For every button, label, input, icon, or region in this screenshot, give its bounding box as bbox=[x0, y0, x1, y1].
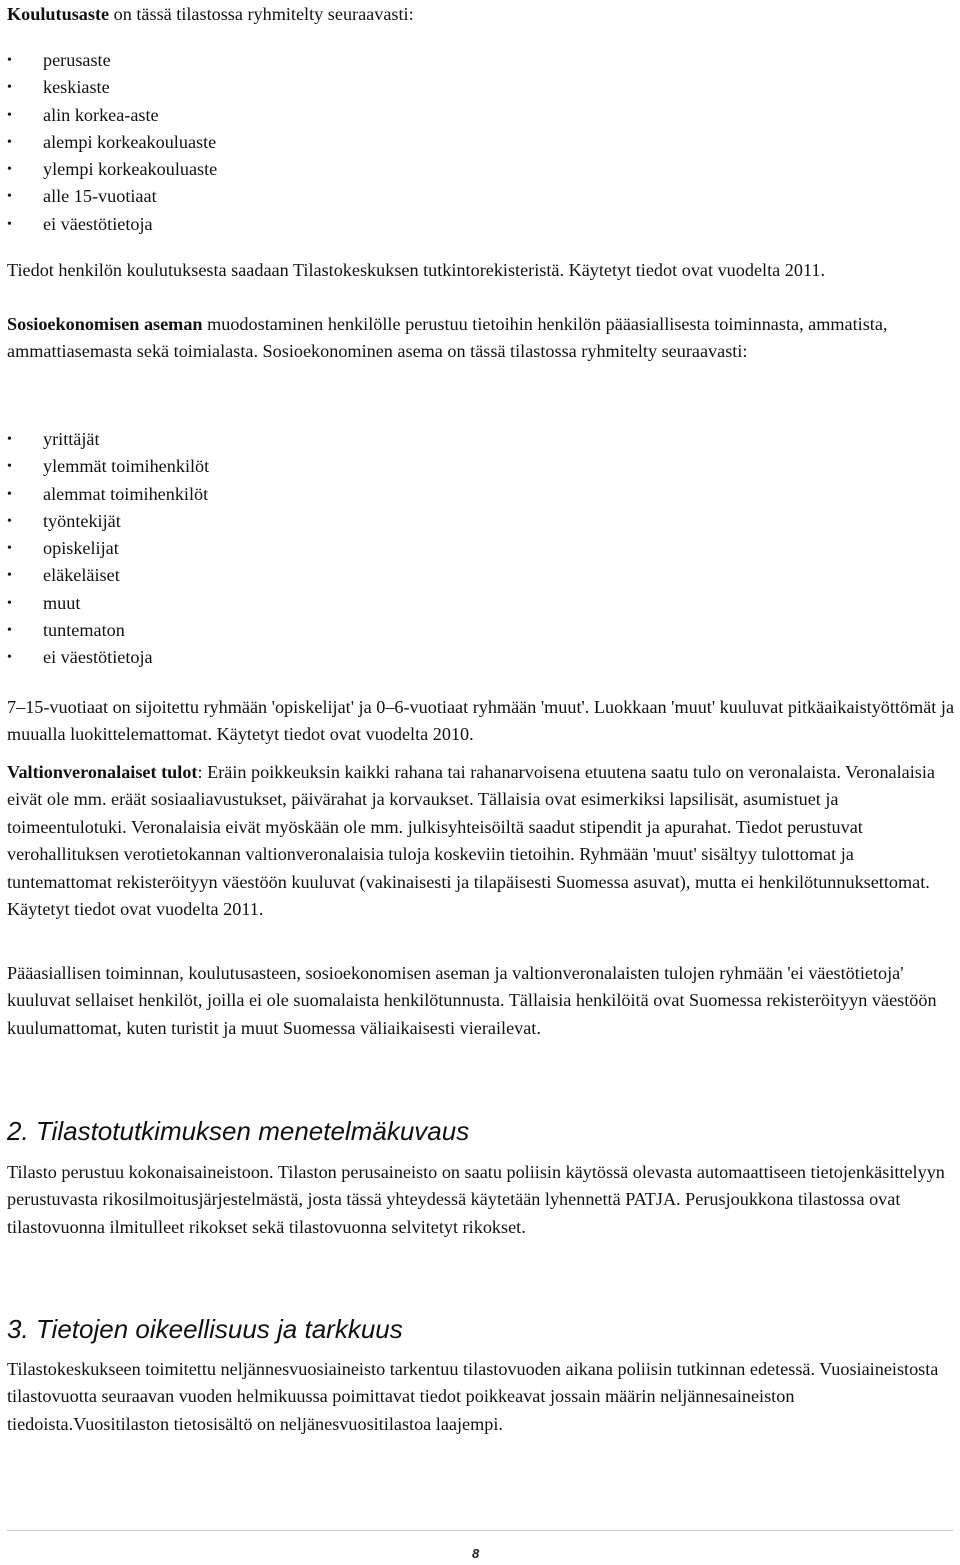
education-term: Koulutusaste bbox=[7, 4, 110, 24]
bullet-icon: • bbox=[7, 216, 12, 232]
bullet-icon: • bbox=[7, 623, 12, 639]
list-item: • keskiaste bbox=[7, 74, 217, 101]
section-2-paragraph: Tilasto perustuu kokonaisaineistoon. Tilaston perusaineisto on saatu poliisin käytössä olevasta automaattiseen tietojenkäsittelyyn perustuvasta rikosilmoitusjärjestelmästä, josta tässä yhteydessä käytetään lyhennettä PATJA. Perusjoukkona tilastossa ovat tilastovuonna ilmitulleet rikokset sekä tilastovuonna selvitetyt rikokset. bbox=[7, 1162, 945, 1237]
education-intro bbox=[7, 1, 955, 28]
tax-term: Valtionveronalaiset tulot bbox=[7, 762, 198, 782]
list-item: • alempi korkeakouluaste bbox=[7, 129, 217, 156]
bullet-icon: • bbox=[7, 53, 12, 68]
bullet-icon: • bbox=[7, 568, 12, 584]
list-item: • alemmat toimihenkilöt bbox=[7, 481, 209, 508]
list-item: • muut bbox=[7, 590, 209, 617]
education-source-paragraph: Tiedot henkilön koulutuksesta saadaan Tilastokeskuksen tutkintorekisteristä. Käytetyt tiedot ovat vuodelta 2011. bbox=[7, 260, 826, 280]
age-note-paragraph: 7–15-vuotiaat on sijoitettu ryhmään 'opiskelijat' ja 0–6-vuotiaat ryhmään 'muut'. Luokkaan 'muut' kuuluvat pitkäaikaistyöttömät ja muualla luokittelemattomat. Käytetyt tiedot ovat vuodelta 2010. bbox=[7, 697, 955, 745]
list-item: • alle 15-vuotiaat bbox=[7, 183, 217, 210]
list-item: • työntekijät bbox=[7, 508, 209, 535]
missing-data-paragraph: Pääasiallisen toiminnan, koulutusasteen, sosioekonomisen aseman ja valtionveronalaisten tulojen ryhmään 'ei väestötietoja' kuuluvat sellaiset henkilöt, joilla ei ole suomalaista henkilötunnusta. Tällaisia henkilöitä ovat Suomessa rekisteröityyn väestöön kuulumattomat, kuten turistit ja muut Suomessa väliaikaisesti vierailevat. bbox=[7, 963, 937, 1038]
bullet-icon: • bbox=[7, 650, 12, 666]
section-3-paragraph: Tilastokeskukseen toimitettu neljännesvuosiaineisto tarkentuu tilastovuoden aikana poliisin tutkinnan edetessä. Vuosiaineistosta tilastovuotta seuraavan vuoden helmikuussa poimittavat tiedot poikkeavat jossain määrin neljännesaineiston tiedoista.Vuositilaston tietosisältö on neljänesvuositilastoa laajempi. bbox=[7, 1359, 939, 1434]
list-item: • opiskelijat bbox=[7, 535, 209, 562]
section-2-heading: 2. Tilastotutkimuksen menetelmäkuvaus bbox=[7, 1116, 470, 1146]
socio-term: Sosioekonomisen aseman bbox=[7, 314, 203, 334]
socio-group-list bbox=[7, 426, 209, 672]
bullet-icon: • bbox=[7, 162, 12, 178]
bullet-icon: • bbox=[7, 595, 12, 611]
education-level-list bbox=[7, 47, 217, 238]
education-intro-text: on tässä tilastossa ryhmitelty seuraavasti: bbox=[109, 4, 414, 24]
tax-paragraph bbox=[7, 759, 955, 923]
bullet-icon: • bbox=[7, 486, 12, 502]
bullet-icon: • bbox=[7, 107, 12, 123]
bullet-icon: • bbox=[7, 459, 12, 475]
tax-text: : Eräin poikkeuksin kaikki rahana tai rahanarvoisena etuutena saatu tulo on veronalaista. Veronalaisia eivät ole mm. eräät sosiaaliavustukset, päivärahat ja korvaukset. Tällaisia ovat esimerkiksi lapsilisät, asumistuet ja toimeentulotuki. Veronalaisia eivät myöskään ole mm. julkisyhteisöiltä saadut stipendit ja apurahat. Tiedot perustuvat verohallituksen verotietokannan valtionveronalaisia tuloja koskeviin tietoihin. Ryhmään 'muut' sisältyy tulottomat ja tuntemattomat rekisteröityyn väestöön kuuluvat (vakinaisesti ja tilapäisesti Suomessa asuvat), mutta ei henkilötunnuksettomat. Käytetyt tiedot ovat vuodelta 2011. bbox=[7, 762, 936, 920]
socio-paragraph bbox=[7, 311, 955, 366]
list-item: • perusaste bbox=[7, 47, 217, 74]
bullet-icon: • bbox=[7, 541, 12, 557]
list-item: • alin korkea-aste bbox=[7, 102, 217, 129]
list-item: • ylemmät toimihenkilöt bbox=[7, 453, 209, 480]
bullet-icon: • bbox=[7, 134, 12, 150]
bullet-icon: • bbox=[7, 80, 12, 96]
list-item: • ei väestötietoja bbox=[7, 644, 209, 671]
list-item: • ylempi korkeakouluaste bbox=[7, 156, 217, 183]
list-item: • yrittäjät bbox=[7, 426, 209, 453]
socio-text: muodostaminen henkilölle perustuu tietoihin henkilön pääasiallisesta toiminnasta, ammatista, ammattiasemasta sekä toimialasta. Sosioekonominen asema on tässä tilastossa ryhmitelty seuraavasti: bbox=[7, 314, 888, 362]
list-item: • eläkeläiset bbox=[7, 562, 209, 589]
bullet-icon: • bbox=[7, 513, 12, 529]
list-item: • tuntematon bbox=[7, 617, 209, 644]
bullet-icon: • bbox=[7, 189, 12, 205]
footer-divider bbox=[7, 1530, 953, 1531]
bullet-icon: • bbox=[7, 432, 12, 447]
section-3-heading: 3. Tietojen oikeellisuus ja tarkkuus bbox=[7, 1314, 403, 1344]
page-number: 8 bbox=[472, 1546, 480, 1561]
list-item: • ei väestötietoja bbox=[7, 211, 217, 238]
